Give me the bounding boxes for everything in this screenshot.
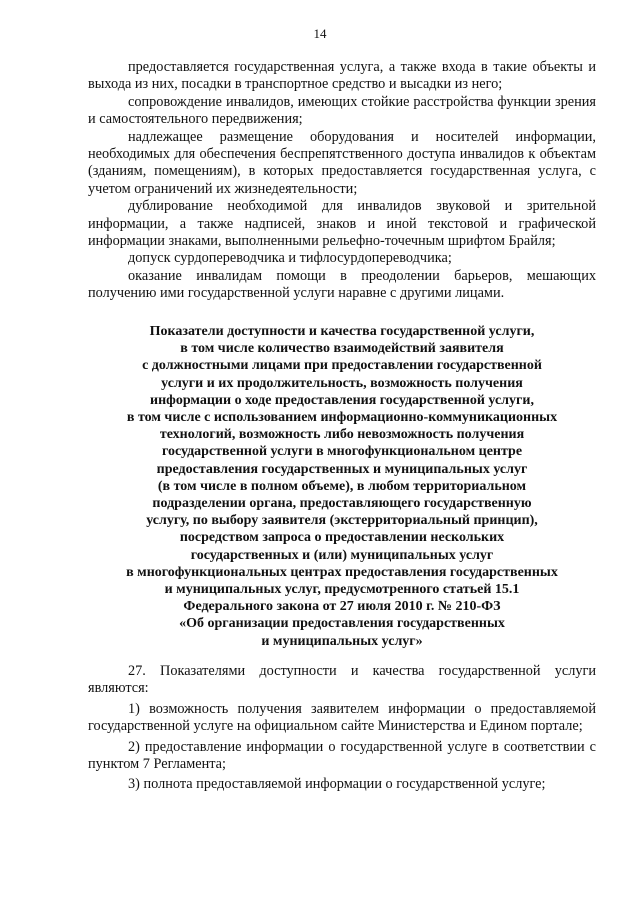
heading-line: в многофункциональных центрах предоставления государственных [126,564,558,580]
heading-line: с должностными лицами при предоставлении государственной [142,358,542,374]
paragraph: 1) возможность получения заявителем информации о предоставляемой государственной услуге на официальном сайте Министерства и Едином портале; [88,700,596,735]
paragraph: допуск сурдопереводчика и тифлосурдопереводчика; [128,250,452,267]
paragraph: надлежащее размещение оборудования и носителей информации, необходимых для обеспечения беспрепятственного доступа инвалидов к объектам (зданиям, помещениям), в которых предоставляется государственная услуга, с учетом ограничений их жизнедеятельности; [88,128,596,197]
heading-line: Показатели доступности и качества государственной услуги, [149,324,535,339]
heading-line: информации о ходе предоставления государственной услуги, [150,392,534,408]
page-number: 14 [313,26,327,41]
heading-line: услугу, по выбору заявителя (экстерриториальный принцип), [146,513,538,529]
heading-line: технологий, возможность либо невозможность получения [159,427,525,443]
heading-line: в том числе с использованием информационно-коммуникационных [126,410,558,426]
paragraph: 2) предоставление информации о государственной услуге в соответствии с пунктом 7 Регламента; [88,738,596,773]
heading-line: и муниципальных услуг, предусмотренного статьей 15.1 [164,582,520,598]
heading-line: (в том числе в полном объеме), в любом территориальном [157,478,527,494]
heading-line: в том числе количество взаимодействий заявителя [180,341,504,357]
paragraph: 27. Показателями доступности и качества государственной услуги являются: [88,663,596,697]
paragraph: сопровождение инвалидов, имеющих стойкие расстройства функции зрения и самостоятельного передвижения; [88,93,596,128]
section-heading [88,323,596,650]
heading-line: «Об организации предоставления государственных [179,616,505,632]
paragraph: дублирование необходимой для инвалидов звуковой и зрительной информации, а также надписей, знаков и иной текстовой и графической информации знаками, выполненными рельефно-точечным шрифтом Брайля; [88,198,596,250]
heading-line: подразделении органа, предоставляющего государственную [152,496,532,512]
heading-line: государственной услуги в многофункциональном центре [161,444,523,460]
heading-line: посредством запроса о предоставлении нескольких [179,530,505,546]
heading-line: Федерального закона от 27 июля 2010 г. № 210-ФЗ [183,599,501,615]
heading-line: предоставления государственных и муниципальных услуг [156,461,528,477]
heading-line: государственных и (или) муниципальных услуг [190,547,494,563]
heading-line: услуги и их продолжительность, возможность получения [161,375,523,391]
paragraph: оказание инвалидам помощи в преодолении барьеров, мешающих получению ими государственной услуги наравне с другими лицами. [88,267,596,302]
paragraph: предоставляется государственная услуга, а также входа в такие объекты и выхода из них, посадки в транспортное средство и высадки из него; [88,59,596,93]
heading-line: и муниципальных услуг» [261,633,423,649]
body-text-top [88,59,596,303]
paragraph: 3) полнота предоставляемой информации о государственной услуге; [128,776,546,793]
body-text-bottom [88,663,596,794]
